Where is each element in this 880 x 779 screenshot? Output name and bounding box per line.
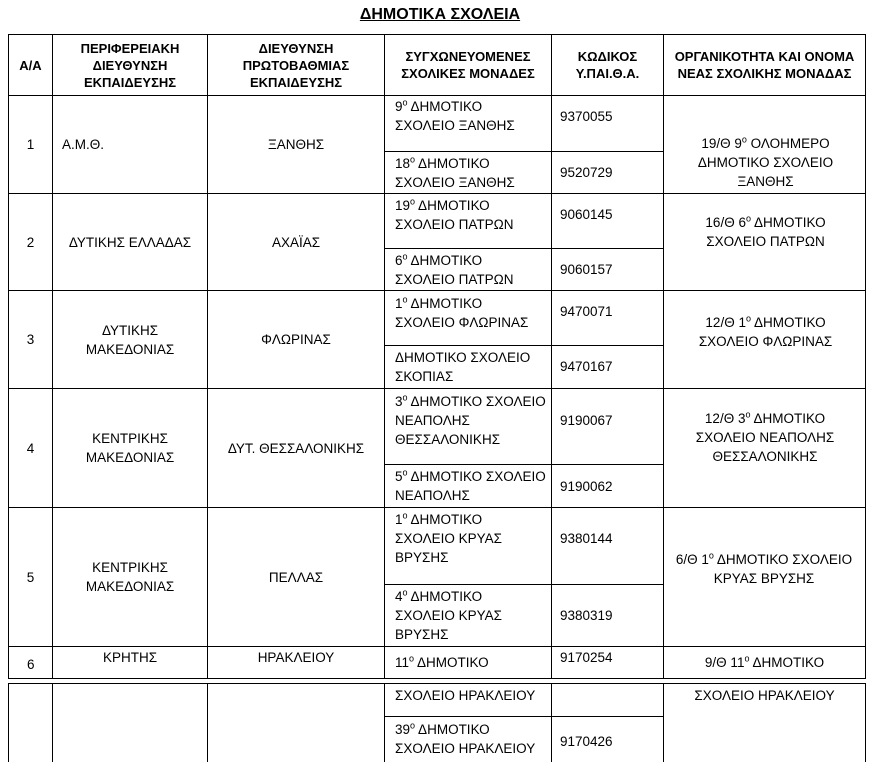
row-6-result-cont: ΣΧΟΛΕΙΟ ΗΡΑΚΛΕΙΟΥ	[694, 688, 835, 703]
row-6-region: ΚΡΗΤΗΣ	[102, 650, 158, 665]
row-4-code-1: 9190067	[560, 413, 613, 428]
header-code: ΚΩΔΙΚΟΣ Υ.ΠΑΙ.Θ.Α.	[575, 49, 640, 81]
row-3-aa: 3	[26, 332, 35, 347]
row-5-school-2: $4^o$ ΔΗΜΟΤΙΚΟ ΣΧΟΛΕΙΟ ΚΡΥΑΣ ΒΡΥΣΗΣ	[395, 587, 502, 642]
row-4-directorate: ΔΥΤ. ΘΕΣΣΑΛΟΝΙΚΗΣ	[227, 440, 365, 456]
header-region: ΠΕΡΙΦΕΡΕΙΑΚΗ ΔΙΕΥΘΥΝΣΗ ΕΚΠΑΙΔΕΥΣΗΣ	[80, 40, 180, 90]
row-5-code-2: 9380319	[560, 608, 613, 623]
row-2-result: 16/Θ $6^o$ ΔΗΜΟΤΙΚΟ ΣΧΟΛΕΙΟ ΠΑΤΡΩΝ	[705, 213, 826, 249]
header-aa: Α/Α	[19, 57, 42, 73]
row-5-result: 6/Θ $1^o$ ΔΗΜΟΤΙΚΟ ΣΧΟΛΕΙΟ ΚΡΥΑΣ ΒΡΥΣΗΣ	[675, 550, 853, 586]
row-2-code-1: 9060145	[560, 207, 613, 222]
row-1-directorate: ΞΑΝΘΗΣ	[267, 137, 325, 152]
row-6-directorate: ΗΡΑΚΛΕΙΟΥ	[257, 650, 335, 665]
row-3-school-2: ΔΗΜΟΤΙΚΟ ΣΧΟΛΕΙΟ ΣΚΟΠΙΑΣ	[395, 350, 531, 384]
row-3-school-1: $1^o$ ΔΗΜΟΤΙΚΟ ΣΧΟΛΕΙΟ ΦΛΩΡΙΝΑΣ	[395, 294, 529, 330]
row-5-code-1: 9380144	[560, 531, 613, 546]
row-6-school-1-cont: ΣΧΟΛΕΙΟ ΗΡΑΚΛΕΙΟΥ	[395, 688, 536, 703]
row-4-school-2: $5^o$ ΔΗΜΟΤΙΚΟ ΣΧΟΛΕΙΟ ΝΕΑΠΟΛΗΣ	[395, 467, 546, 503]
row-1-school-1: $9^o$ ΔΗΜΟΤΙΚΟ ΣΧΟΛΕΙΟ ΞΑΝΘΗΣ	[395, 97, 515, 133]
row-2-school-1: $19^o$ ΔΗΜΟΤΙΚΟ ΣΧΟΛΕΙΟ ΠΑΤΡΩΝ	[395, 196, 514, 232]
row-4-result: 12/Θ $3^o$ ΔΗΜΟΤΙΚΟ ΣΧΟΛΕΙΟ ΝΕΑΠΟΛΗΣ ΘΕΣΣΑΛΟΝΙΚΗΣ	[695, 409, 835, 464]
row-2-code-2: 9060157	[560, 262, 613, 277]
header-merging: ΣΥΓΧΩΝΕΥΟΜΕΝΕΣ ΣΧΟΛΙΚΕΣ ΜΟΝΑΔΕΣ	[401, 49, 535, 81]
row-2-directorate: ΑΧΑΪΑΣ	[271, 234, 321, 250]
row-2-aa: 2	[26, 234, 35, 250]
row-3-code-1: 9470071	[560, 304, 613, 319]
header-result: ΟΡΓΑΝΙΚΟΤΗΤΑ ΚΑΙ ΟΝΟΜΑ ΝΕΑΣ ΣΧΟΛΙΚΗΣ ΜΟΝΑΔΑΣ	[674, 49, 855, 81]
row-2-region: ΔΥΤΙΚΗΣ ΕΛΛΑΔΑΣ	[68, 234, 192, 250]
row-6-code-1: 9170254	[560, 650, 613, 665]
row-6-aa: 6	[27, 657, 35, 672]
row-6-code-2: 9170426	[560, 734, 613, 749]
row-4-aa: 4	[26, 440, 35, 456]
row-2-school-2: $6^o$ ΔΗΜΟΤΙΚΟ ΣΧΟΛΕΙΟ ΠΑΤΡΩΝ	[395, 251, 514, 287]
row-3-code-2: 9470167	[560, 359, 613, 374]
row-3-directorate: ΦΛΩΡΙΝΑΣ	[261, 332, 331, 347]
row-6-school-1: $11^o$ ΔΗΜΟΤΙΚΟ	[395, 653, 489, 670]
row-1-result: 19/Θ $9^o$ ΟΛΟΗΜΕΡΟ ΔΗΜΟΤΙΚΟ ΣΧΟΛΕΙΟ ΞΑΝΘΗΣ	[697, 134, 834, 189]
header-directorate: ΔΙΕΥΘΥΝΣΗ ΠΡΩΤΟΒΑΘΜΙΑΣ ΕΚΠΑΙΔΕΥΣΗΣ	[242, 40, 350, 90]
row-1-code-2: 9520729	[560, 165, 613, 180]
row-5-aa: 5	[26, 569, 35, 585]
row-1-region: Α.Μ.Θ.	[62, 137, 105, 152]
page-title: ΔΗΜΟΤΙΚΑ ΣΧΟΛΕΙΑ	[359, 6, 521, 23]
row-3-region: ΔΥΤΙΚΗΣ ΜΑΚΕΔΟΝΙΑΣ	[85, 322, 175, 357]
row-5-school-1: $1^o$ ΔΗΜΟΤΙΚΟ ΣΧΟΛΕΙΟ ΚΡΥΑΣ ΒΡΥΣΗΣ	[395, 510, 502, 565]
row-1-aa: 1	[26, 137, 35, 152]
row-6-school-2: $39^o$ ΔΗΜΟΤΙΚΟ ΣΧΟΛΕΙΟ ΗΡΑΚΛΕΙΟΥ	[395, 720, 536, 756]
row-6-result: 9/Θ $11^o$ ΔΗΜΟΤΙΚΟ	[704, 653, 825, 670]
row-1-school-2: $18^o$ ΔΗΜΟΤΙΚΟ ΣΧΟΛΕΙΟ ΞΑΝΘΗΣ	[395, 154, 515, 190]
row-4-region: ΚΕΝΤΡΙΚΗΣ ΜΑΚΕΔΟΝΙΑΣ	[85, 431, 175, 465]
row-1-code-1: 9370055	[560, 109, 613, 124]
row-5-region: ΚΕΝΤΡΙΚΗΣ ΜΑΚΕΔΟΝΙΑΣ	[85, 560, 175, 594]
row-3-result: 12/Θ $1^o$ ΔΗΜΟΤΙΚΟ ΣΧΟΛΕΙΟ ΦΛΩΡΙΝΑΣ	[698, 313, 833, 349]
row-4-school-1: $3^o$ ΔΗΜΟΤΙΚΟ ΣΧΟΛΕΙΟ ΝΕΑΠΟΛΗΣ ΘΕΣΣΑΛΟΝΙΚΗΣ	[395, 392, 546, 447]
row-4-code-2: 9190062	[560, 479, 613, 494]
row-5-directorate: ΠΕΛΛΑΣ	[268, 569, 324, 585]
